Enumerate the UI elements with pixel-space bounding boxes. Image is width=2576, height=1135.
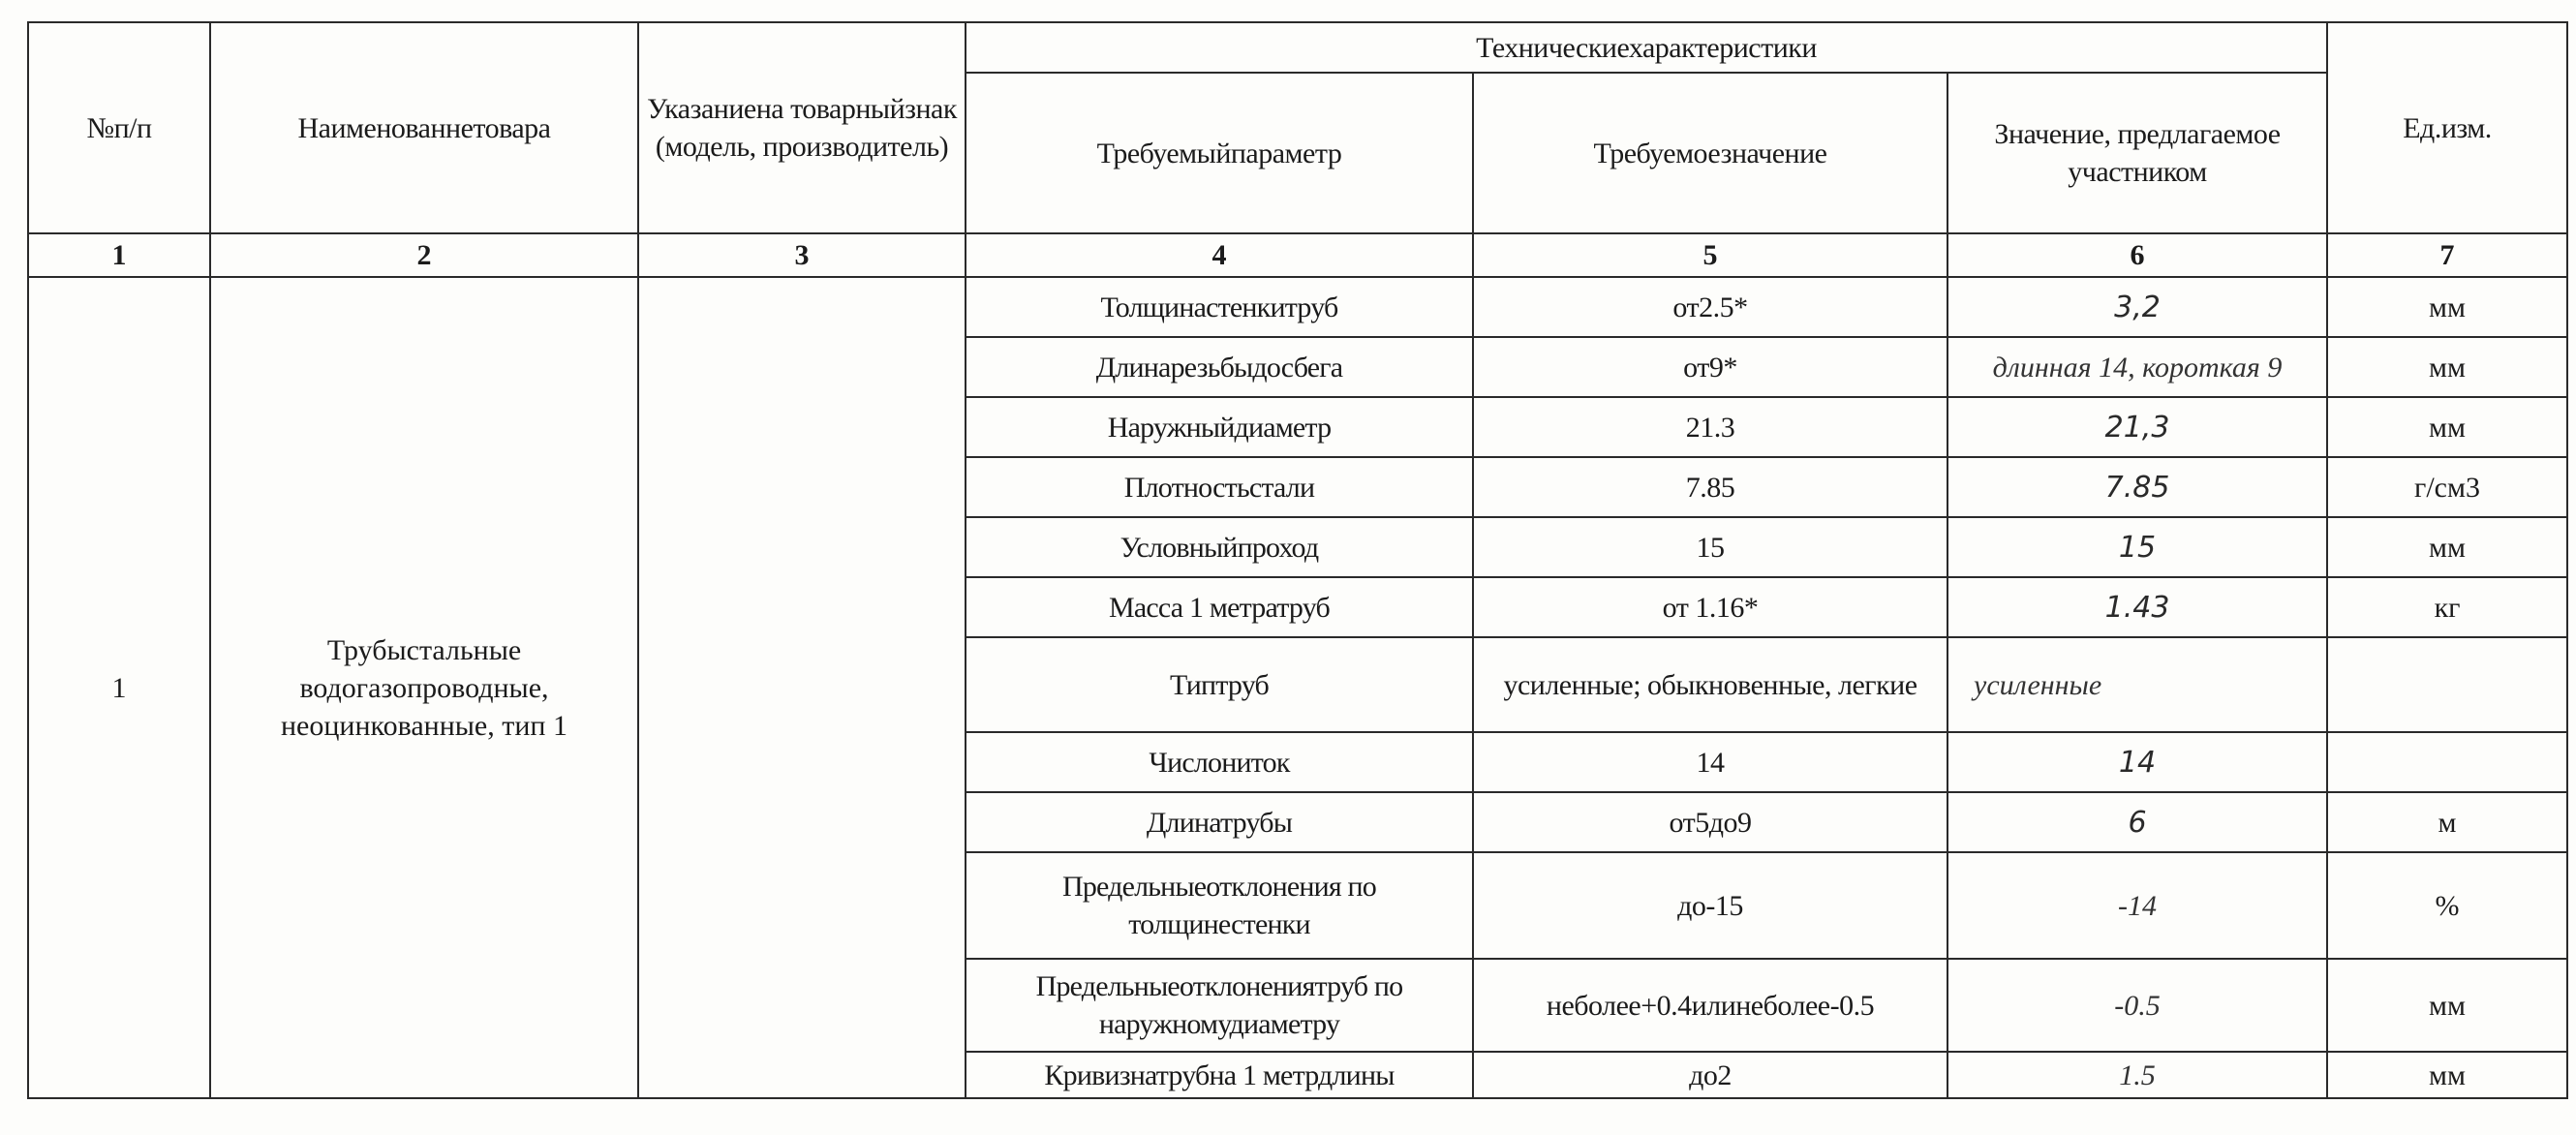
required-parameter-cell: Плотностьстали xyxy=(966,457,1473,517)
required-parameter-cell: Кривизнатрубна 1 метрдлины xyxy=(966,1052,1473,1098)
column-number: 6 xyxy=(1947,233,2327,277)
required-value-cell: усиленные; обыкновенные, легкие xyxy=(1473,637,1947,732)
required-value-cell: до-15 xyxy=(1473,852,1947,959)
unit-cell: г/см3 xyxy=(2327,457,2567,517)
unit-cell xyxy=(2327,637,2567,732)
required-parameter-cell: Предельныеотклонениятруб по наружномудиаметру xyxy=(966,959,1473,1052)
required-value-cell: до2 xyxy=(1473,1052,1947,1098)
required-value-cell: от5до9 xyxy=(1473,792,1947,852)
required-value-cell: от9* xyxy=(1473,337,1947,397)
required-parameter-cell: Предельныеотклонения по толщинестенки xyxy=(966,852,1473,959)
unit-cell: м xyxy=(2327,792,2567,852)
required-parameter-cell: Длинатрубы xyxy=(966,792,1473,852)
unit-cell: мм xyxy=(2327,277,2567,337)
offered-value-cell: 14 xyxy=(1947,732,2327,792)
required-value-cell: 21.3 xyxy=(1473,397,1947,457)
column-number: 7 xyxy=(2327,233,2567,277)
required-value-cell: неболее+0.4илинеболее-0.5 xyxy=(1473,959,1947,1052)
unit-cell: мм xyxy=(2327,517,2567,577)
required-value-cell: 7.85 xyxy=(1473,457,1947,517)
offered-value-cell: -14 xyxy=(1947,852,2327,959)
header-offered-value: Значение, предлагаемое участником xyxy=(1947,73,2327,233)
header-trademark: Указаниена товарныйзнак (модель, производитель) xyxy=(638,22,966,233)
item-number: 1 xyxy=(28,277,210,1098)
offered-value-cell: 3,2 xyxy=(1947,277,2327,337)
column-number: 1 xyxy=(28,233,210,277)
offered-value-cell: 7.85 xyxy=(1947,457,2327,517)
column-number: 5 xyxy=(1473,233,1947,277)
item-trademark xyxy=(638,277,966,1098)
offered-value-cell: 15 xyxy=(1947,517,2327,577)
item-name: Трубыстальные водогазопроводные, неоцинкованные, тип 1 xyxy=(210,277,638,1098)
offered-value-cell: 1.5 xyxy=(1947,1052,2327,1098)
specification-table xyxy=(27,21,2568,1099)
header-unit: Ед.изм. xyxy=(2327,22,2567,233)
unit-cell: % xyxy=(2327,852,2567,959)
header-row-1 xyxy=(28,22,2567,73)
header-technical-characteristics: Техническиехарактеристики xyxy=(966,22,2327,73)
unit-cell: мм xyxy=(2327,337,2567,397)
unit-cell: мм xyxy=(2327,959,2567,1052)
offered-value-cell: 1.43 xyxy=(1947,577,2327,637)
header-number: №п/п xyxy=(28,22,210,233)
unit-cell xyxy=(2327,732,2567,792)
required-parameter-cell: Толщинастенкитруб xyxy=(966,277,1473,337)
column-number-row xyxy=(28,233,2567,277)
required-value-cell: 14 xyxy=(1473,732,1947,792)
required-value-cell: от2.5* xyxy=(1473,277,1947,337)
unit-cell: мм xyxy=(2327,1052,2567,1098)
required-parameter-cell: Типтруб xyxy=(966,637,1473,732)
column-number: 4 xyxy=(966,233,1473,277)
table-body xyxy=(28,22,2567,1098)
required-parameter-cell: Масса 1 метратруб xyxy=(966,577,1473,637)
header-required-value: Требуемоезначение xyxy=(1473,73,1947,233)
unit-cell: кг xyxy=(2327,577,2567,637)
required-value-cell: 15 xyxy=(1473,517,1947,577)
column-number: 2 xyxy=(210,233,638,277)
offered-value-cell: 21,3 xyxy=(1947,397,2327,457)
offered-value-cell: усиленные xyxy=(1947,637,2327,732)
offered-value-cell: -0.5 xyxy=(1947,959,2327,1052)
required-parameter-cell: Условныйпроход xyxy=(966,517,1473,577)
required-parameter-cell: Наружныйдиаметр xyxy=(966,397,1473,457)
offered-value-cell: 6 xyxy=(1947,792,2327,852)
column-number: 3 xyxy=(638,233,966,277)
required-parameter-cell: Числониток xyxy=(966,732,1473,792)
offered-value-cell: длинная 14, короткая 9 xyxy=(1947,337,2327,397)
table-row xyxy=(28,277,2567,337)
required-parameter-cell: Длинарезьбыдосбега xyxy=(966,337,1473,397)
unit-cell: мм xyxy=(2327,397,2567,457)
required-value-cell: от 1.16* xyxy=(1473,577,1947,637)
header-product-name: Наименованнетовара xyxy=(210,22,638,233)
header-required-parameter: Требуемыйпараметр xyxy=(966,73,1473,233)
